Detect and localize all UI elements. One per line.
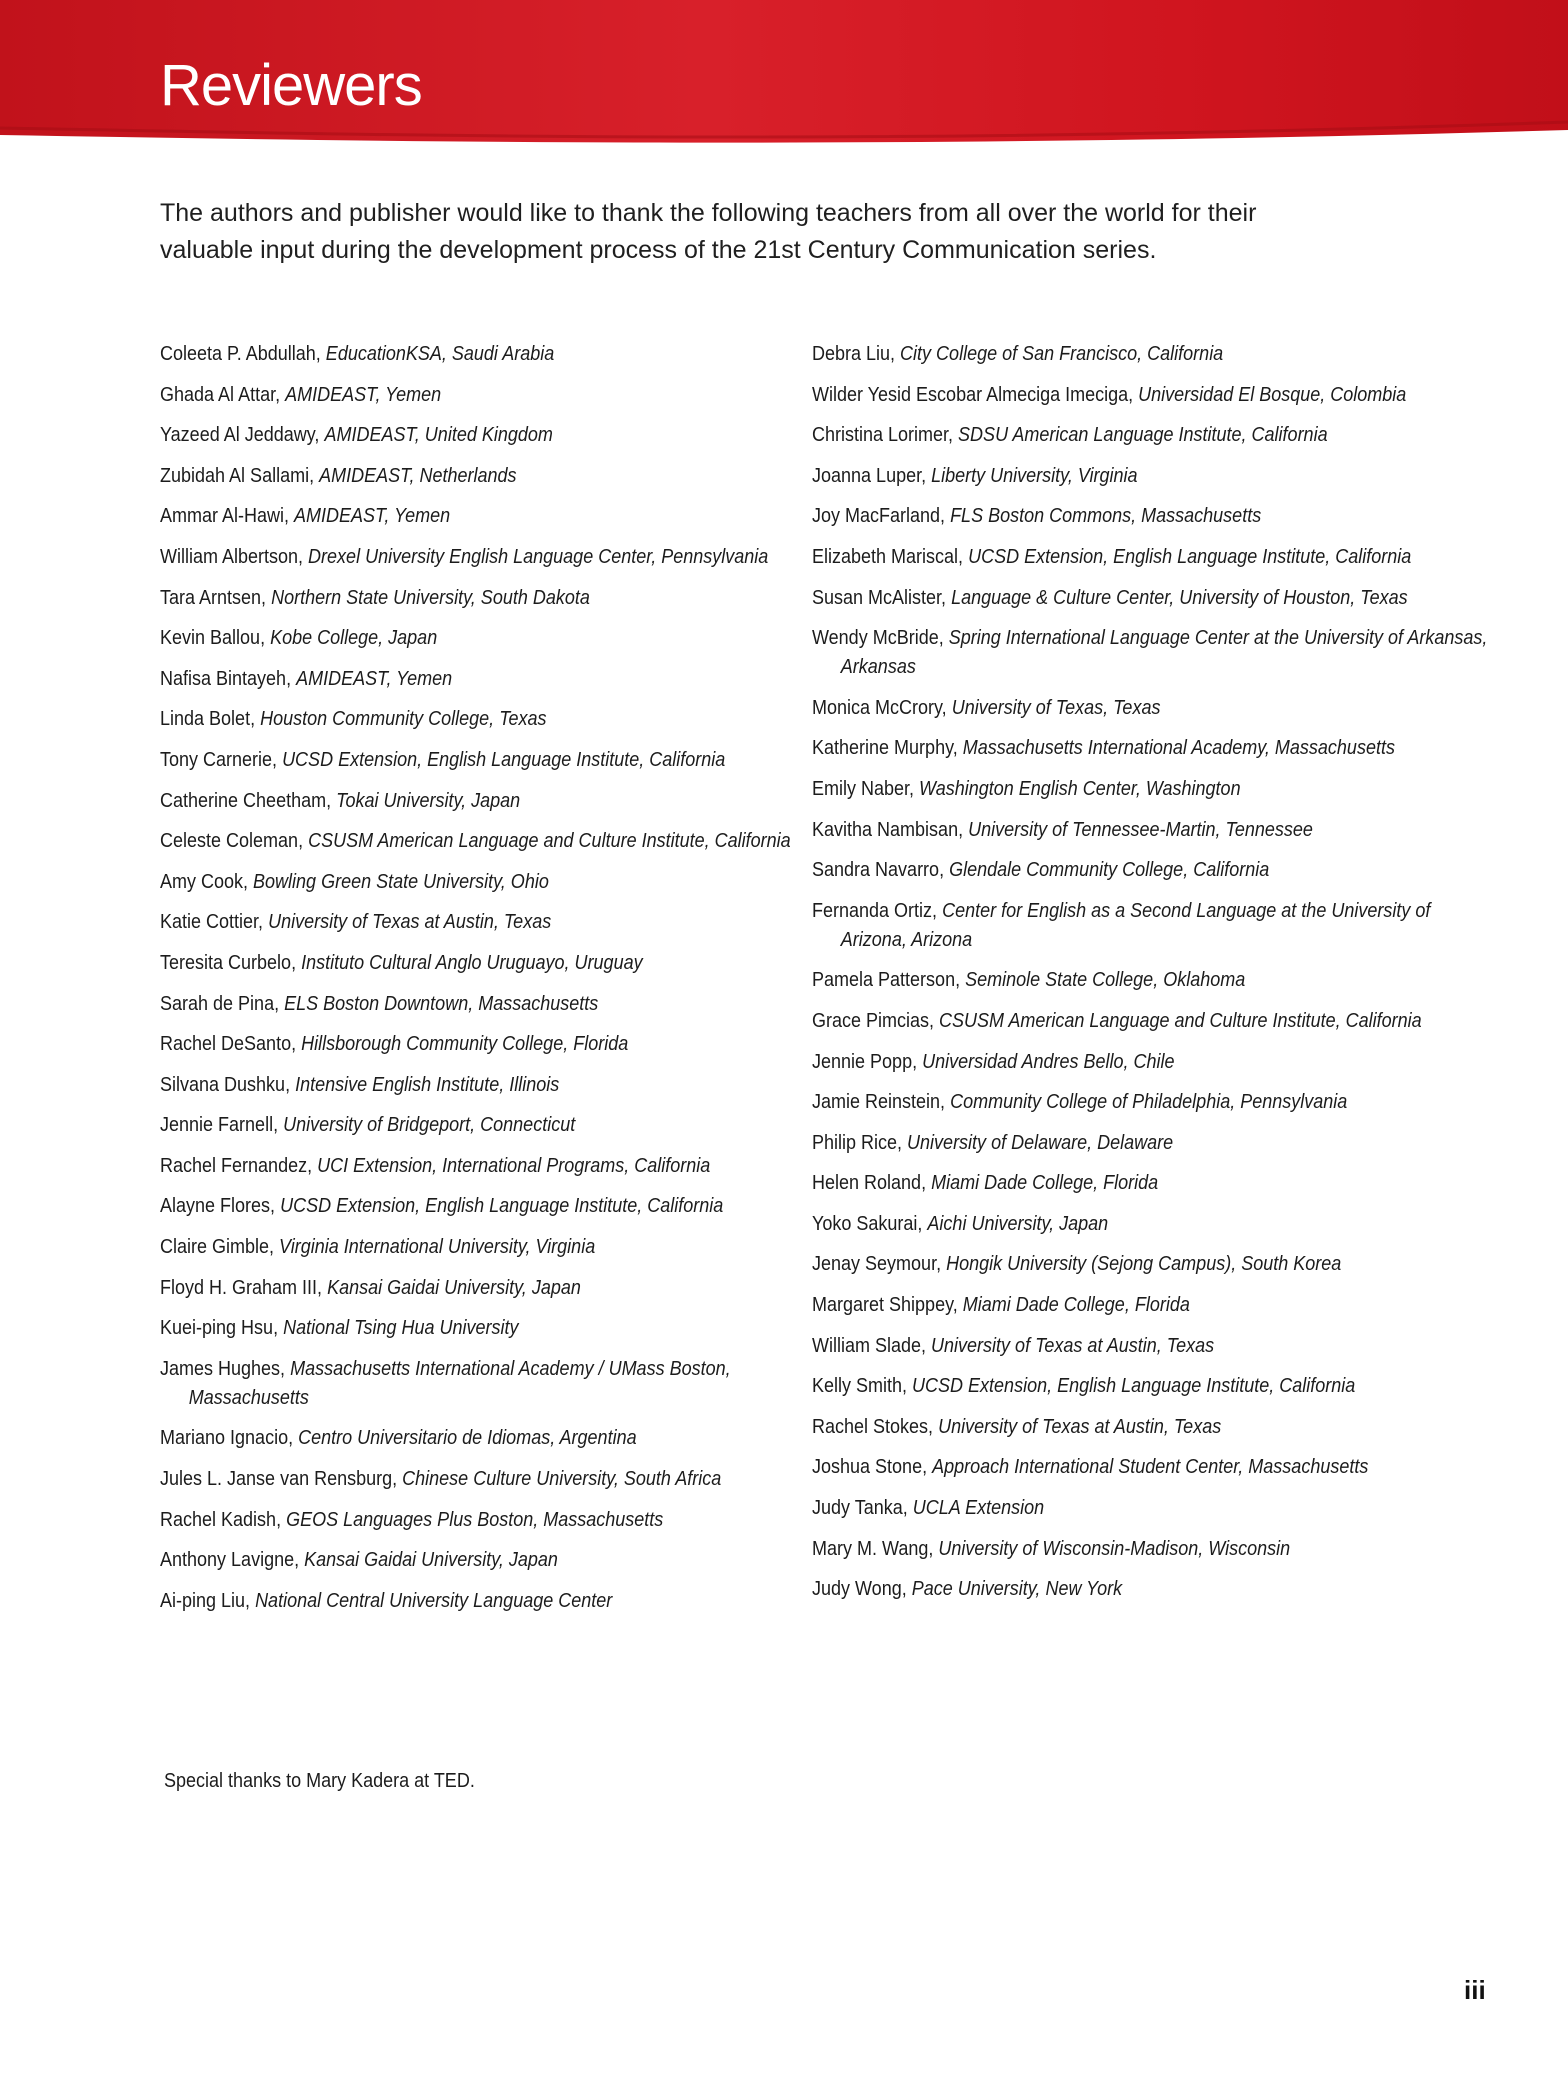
reviewers-column-left — [160, 340, 790, 1627]
reviewer-name: Mariano Ignacio, — [160, 1427, 294, 1450]
reviewer-entry — [812, 1291, 1491, 1320]
reviewer-entry — [160, 1111, 819, 1140]
reviewer-entry — [812, 775, 1491, 804]
reviewer-entry — [160, 746, 819, 775]
reviewer-affiliation: Liberty University, Virginia — [931, 464, 1138, 487]
reviewer-affiliation: National Central University Language Center — [255, 1589, 613, 1612]
reviewer-name: Helen Roland, — [812, 1172, 927, 1195]
reviewer-entry — [160, 421, 819, 450]
reviewer-affiliation: Drexel University English Language Center, Pennsylvania — [308, 545, 769, 568]
reviewer-affiliation: GEOS Languages Plus Boston, Massachusetts — [286, 1508, 664, 1531]
reviewer-name: Emily Naber, — [812, 777, 915, 800]
reviewer-name: Fernanda Ortiz, — [812, 899, 938, 922]
reviewer-name: Ghada Al Attar, — [160, 383, 281, 406]
reviewer-name: Debra Liu, — [812, 343, 896, 365]
reviewer-entry — [160, 949, 819, 978]
reviewer-name: Amy Cook, — [160, 870, 249, 893]
reviewer-name: Wendy McBride, — [812, 627, 944, 650]
reviewer-entry — [812, 1575, 1491, 1604]
reviewer-entry — [812, 1494, 1491, 1523]
reviewer-name: Sarah de Pina, — [160, 992, 280, 1015]
reviewer-affiliation: Virginia International University, Virginia — [279, 1236, 596, 1259]
reviewer-entry — [160, 990, 819, 1019]
reviewer-name: Kuei-ping Hsu, — [160, 1317, 279, 1340]
reviewer-name: Monica McCrory, — [812, 696, 947, 719]
reviewer-affiliation: Massachusetts International Academy, Massachusetts — [962, 737, 1395, 760]
reviewer-name: James Hughes, — [160, 1357, 286, 1380]
reviewer-name: Katherine Murphy, — [812, 737, 958, 760]
reviewer-name: Linda Bolet, — [160, 708, 256, 731]
reviewer-entry — [160, 705, 819, 734]
reviewer-entry — [160, 1071, 819, 1100]
reviewer-affiliation: UCSD Extension, English Language Institute, California — [968, 545, 1412, 568]
reviewer-name: Ammar Al-Hawi, — [160, 505, 290, 528]
reviewer-name: Jamie Reinstein, — [812, 1091, 946, 1114]
reviewer-entry — [812, 1250, 1491, 1279]
reviewer-affiliation: Instituto Cultural Anglo Uruguayo, Uruguay — [301, 951, 643, 974]
reviewer-entry — [160, 827, 819, 856]
reviewer-affiliation: University of Texas at Austin, Texas — [938, 1415, 1222, 1438]
reviewer-affiliation: Bowling Green State University, Ohio — [253, 870, 549, 893]
reviewer-entry — [812, 1129, 1491, 1158]
reviewer-affiliation: Universidad Andres Bello, Chile — [922, 1050, 1175, 1073]
reviewer-name: Jennie Farnell, — [160, 1114, 279, 1137]
reviewer-name: Jenay Seymour, — [812, 1253, 942, 1276]
reviewer-affiliation: University of Texas, Texas — [951, 696, 1161, 719]
reviewer-name: Silvana Dushku, — [160, 1073, 291, 1096]
reviewer-entry — [160, 787, 819, 816]
reviewer-affiliation: EducationKSA, Saudi Arabia — [325, 343, 555, 365]
reviewer-entry — [160, 1030, 819, 1059]
reviewer-entry — [160, 1355, 819, 1413]
reviewer-entry — [812, 816, 1491, 845]
reviewer-entry — [160, 584, 819, 613]
reviewer-name: Tara Arntsen, — [160, 586, 267, 609]
reviewer-affiliation: AMIDEAST, Yemen — [294, 505, 451, 528]
reviewer-name: Rachel Stokes, — [812, 1415, 934, 1438]
reviewer-entry — [812, 966, 1491, 995]
reviewers-column-right — [812, 340, 1488, 1616]
reviewer-entry — [160, 908, 819, 937]
reviewer-name: Anthony Lavigne, — [160, 1549, 300, 1572]
reviewer-affiliation: Hillsborough Community College, Florida — [301, 1033, 629, 1056]
reviewer-name: Rachel Kadish, — [160, 1508, 282, 1531]
reviewer-entry — [812, 1413, 1491, 1442]
reviewer-entry — [812, 1007, 1491, 1036]
reviewer-affiliation: Intensive English Institute, Illinois — [295, 1073, 560, 1096]
reviewer-name: Katie Cottier, — [160, 911, 264, 934]
reviewer-name: Philip Rice, — [812, 1131, 903, 1154]
reviewer-affiliation: Language & Culture Center, University of Houston, Texas — [951, 586, 1408, 609]
reviewer-affiliation: Seminole State College, Oklahoma — [965, 969, 1246, 992]
reviewer-entry — [160, 462, 819, 491]
reviewer-name: Tony Carnerie, — [160, 748, 278, 771]
reviewer-affiliation: FLS Boston Commons, Massachusetts — [950, 505, 1262, 528]
reviewer-name: Floyd H. Graham III, — [160, 1276, 323, 1299]
reviewer-name: Teresita Curbelo, — [160, 951, 297, 974]
reviewer-affiliation: Tokai University, Japan — [336, 789, 521, 812]
reviewer-affiliation: UCI Extension, International Programs, California — [317, 1154, 711, 1177]
reviewer-affiliation: AMIDEAST, Yemen — [285, 383, 442, 406]
reviewer-affiliation: Chinese Culture University, South Africa — [402, 1468, 722, 1491]
page-title: Reviewers — [160, 53, 422, 118]
reviewer-entry — [160, 868, 819, 897]
reviewer-name: Yazeed Al Jeddawy, — [160, 424, 320, 447]
reviewer-entry — [812, 1332, 1491, 1361]
reviewer-affiliation: Kansai Gaidai University, Japan — [327, 1276, 581, 1299]
reviewer-name: Zubidah Al Sallami, — [160, 464, 315, 487]
reviewer-name: Joshua Stone, — [812, 1456, 928, 1479]
reviewer-name: Pamela Patterson, — [812, 969, 961, 992]
reviewer-affiliation: University of Tennessee-Martin, Tennessee — [968, 818, 1313, 841]
reviewer-name: Susan McAlister, — [812, 586, 947, 609]
reviewer-entry — [160, 624, 819, 653]
reviewer-affiliation: University of Bridgeport, Connecticut — [283, 1114, 576, 1137]
reviewer-affiliation: Center for English as a Second Language at the University of Arizona, Arizona — [840, 899, 1431, 951]
reviewer-affiliation: UCSD Extension, English Language Institute, California — [280, 1195, 724, 1218]
reviewer-entry — [160, 1274, 819, 1303]
reviewer-entry — [160, 665, 819, 694]
reviewer-affiliation: Universidad El Bosque, Colombia — [1138, 383, 1407, 406]
reviewer-entry — [160, 1192, 819, 1221]
reviewer-entry — [812, 1169, 1491, 1198]
reviewer-name: Elizabeth Mariscal, — [812, 545, 964, 568]
reviewer-affiliation: City College of San Francisco, California — [900, 343, 1224, 365]
reviewer-affiliation: CSUSM American Language and Culture Institute, California — [939, 1009, 1422, 1032]
reviewer-name: Rachel Fernandez, — [160, 1154, 313, 1177]
reviewer-entry — [812, 897, 1491, 955]
reviewer-entry — [160, 1506, 819, 1535]
reviewer-affiliation: Spring International Language Center at the University of Arkansas, Arkansas — [840, 627, 1488, 679]
reviewer-affiliation: University of Wisconsin-Madison, Wisconsin — [938, 1537, 1291, 1560]
reviewer-affiliation: Kobe College, Japan — [270, 627, 438, 650]
reviewer-entry — [160, 1314, 819, 1343]
reviewer-affiliation: UCSD Extension, English Language Institute, California — [912, 1375, 1356, 1398]
reviewer-affiliation: Hongik University (Sejong Campus), South Korea — [946, 1253, 1342, 1276]
reviewer-entry — [160, 1152, 819, 1181]
reviewer-entry — [160, 381, 819, 410]
reviewer-affiliation: AMIDEAST, Yemen — [296, 667, 453, 690]
reviewer-name: Joy MacFarland, — [812, 505, 946, 528]
reviewer-entry — [160, 1465, 819, 1494]
reviewer-name: Grace Pimcias, — [812, 1009, 935, 1032]
reviewer-entry — [812, 1048, 1491, 1077]
reviewer-affiliation: Washington English Center, Washington — [919, 777, 1241, 800]
page-number: iii — [1464, 1975, 1486, 2005]
reviewer-name: Judy Tanka, — [812, 1497, 908, 1520]
reviewer-name: Mary M. Wang, — [812, 1537, 934, 1560]
reviewer-name: Judy Wong, — [812, 1578, 907, 1601]
reviewer-entry — [812, 584, 1491, 613]
reviewer-affiliation: Miami Dade College, Florida — [931, 1172, 1159, 1195]
reviewer-affiliation: Glendale Community College, California — [949, 859, 1270, 882]
reviewer-name: Nafisa Bintayeh, — [160, 667, 292, 690]
reviewer-affiliation: Massachusetts International Academy / UMass Boston, Massachusetts — [188, 1357, 731, 1409]
special-thanks: Special thanks to Mary Kadera at TED. — [164, 1770, 475, 1792]
reviewer-entry — [160, 1233, 819, 1262]
reviewer-name: Alayne Flores, — [160, 1195, 276, 1218]
reviewer-name: Jules L. Janse van Rensburg, — [160, 1468, 398, 1491]
reviewer-entry — [160, 1424, 819, 1453]
reviewer-name: Celeste Coleman, — [160, 830, 304, 853]
reviewer-affiliation: AMIDEAST, United Kingdom — [324, 424, 553, 447]
reviewer-entry — [160, 543, 819, 572]
reviewer-entry — [812, 502, 1491, 531]
reviewer-affiliation: Northern State University, South Dakota — [271, 586, 590, 609]
reviewer-affiliation: University of Texas at Austin, Texas — [931, 1334, 1215, 1357]
reviewer-affiliation: Community College of Philadelphia, Pennsylvania — [950, 1091, 1348, 1114]
reviewer-name: Yoko Sakurai, — [812, 1212, 923, 1235]
reviewer-name: William Albertson, — [160, 545, 304, 568]
reviewer-affiliation: ELS Boston Downtown, Massachusetts — [284, 992, 599, 1015]
reviewer-entry — [160, 1546, 819, 1575]
reviewer-affiliation: University of Delaware, Delaware — [907, 1131, 1174, 1154]
reviewer-affiliation: Kansai Gaidai University, Japan — [304, 1549, 558, 1572]
reviewer-affiliation: Centro Universitario de Idiomas, Argentina — [298, 1427, 637, 1450]
reviewer-entry — [812, 1372, 1491, 1401]
reviewer-name: Coleeta P. Abdullah, — [160, 343, 321, 365]
reviewer-entry — [812, 734, 1491, 763]
reviewer-entry — [812, 543, 1491, 572]
reviewer-name: Claire Gimble, — [160, 1236, 275, 1259]
reviewer-entry — [160, 1587, 819, 1616]
reviewer-name: Christina Lorimer, — [812, 424, 954, 447]
reviewer-name: Kavitha Nambisan, — [812, 818, 964, 841]
reviewer-entry — [812, 340, 1491, 369]
reviewer-entry — [812, 624, 1491, 682]
reviewer-name: Wilder Yesid Escobar Almeciga Imeciga, — [812, 383, 1134, 406]
reviewer-affiliation: CSUSM American Language and Culture Institute, California — [308, 830, 791, 853]
reviewer-entry — [812, 381, 1491, 410]
reviewer-entry — [160, 502, 819, 531]
reviewer-name: Kevin Ballou, — [160, 627, 266, 650]
reviewer-entry — [812, 1088, 1491, 1117]
reviewer-affiliation: Pace University, New York — [911, 1578, 1123, 1601]
reviewer-affiliation: Approach International Student Center, Massachusetts — [932, 1456, 1369, 1479]
reviewer-affiliation: Aichi University, Japan — [927, 1212, 1109, 1235]
reviewer-affiliation: AMIDEAST, Netherlands — [319, 464, 517, 487]
reviewer-affiliation: UCLA Extension — [912, 1497, 1045, 1520]
reviewer-affiliation: University of Texas at Austin, Texas — [268, 911, 552, 934]
reviewer-affiliation: Houston Community College, Texas — [260, 708, 547, 731]
reviewer-affiliation: UCSD Extension, English Language Institute, California — [282, 748, 726, 771]
reviewer-entry — [812, 421, 1491, 450]
reviewer-entry — [812, 462, 1491, 491]
header-band — [0, 0, 1568, 150]
reviewer-name: Catherine Cheetham, — [160, 789, 332, 812]
reviewer-name: William Slade, — [812, 1334, 927, 1357]
reviewer-entry — [160, 340, 819, 369]
reviewer-affiliation: National Tsing Hua University — [283, 1317, 519, 1340]
intro-paragraph: The authors and publisher would like to thank the following teachers from all over the world for their valuable input during the development process of the 21st Century Communication series. — [160, 199, 1257, 264]
reviewer-entry — [812, 1535, 1491, 1564]
reviewer-affiliation: SDSU American Language Institute, California — [958, 424, 1328, 447]
reviewer-entry — [812, 694, 1491, 723]
reviewer-name: Sandra Navarro, — [812, 859, 945, 882]
reviewer-entry — [812, 1453, 1491, 1482]
reviewer-name: Kelly Smith, — [812, 1375, 908, 1398]
reviewer-name: Jennie Popp, — [812, 1050, 918, 1073]
reviewer-name: Rachel DeSanto, — [160, 1033, 297, 1056]
reviewer-name: Joanna Luper, — [812, 464, 927, 487]
reviewer-affiliation: Miami Dade College, Florida — [962, 1294, 1190, 1317]
reviewer-entry — [812, 1210, 1491, 1239]
reviewer-entry — [812, 856, 1491, 885]
reviewer-name: Margaret Shippey, — [812, 1294, 958, 1317]
reviewer-name: Ai-ping Liu, — [160, 1589, 251, 1612]
